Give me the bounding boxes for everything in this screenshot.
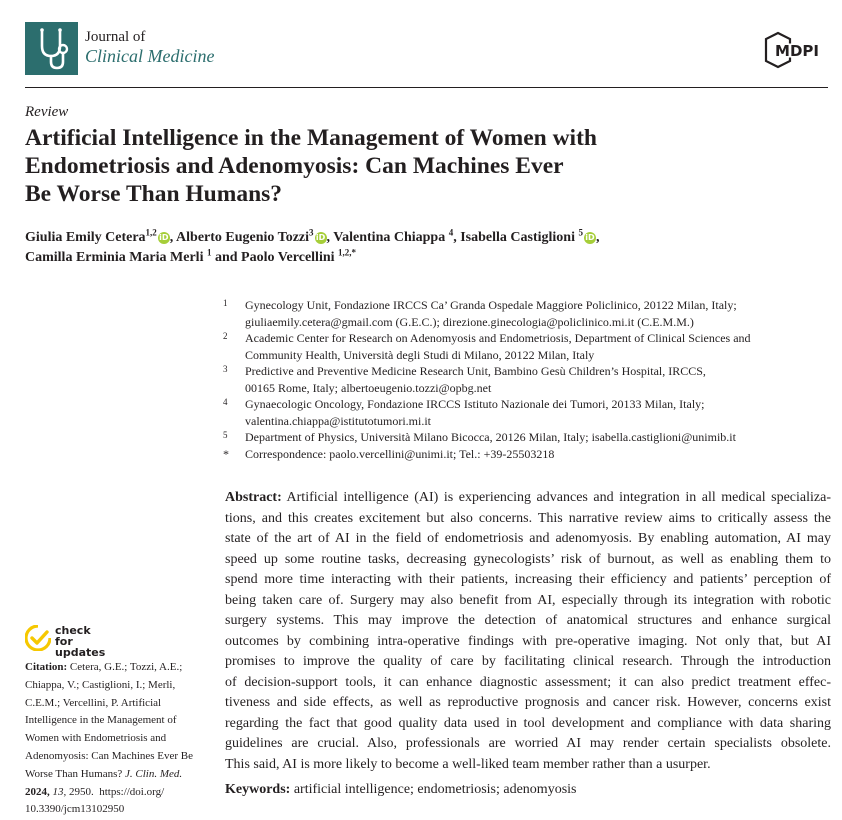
author-separator: , bbox=[326, 230, 334, 245]
affiliation-line: Gynecology Unit, Fondazione IRCCS Ca’ Granda Ospedale Maggiore Policlinico, 20122 Milan, Italy; bbox=[245, 298, 737, 312]
citation-line bbox=[25, 766, 215, 784]
abstract-line: tions, and this creates excitement but also concerns. This narrative review aims to critically assess the bbox=[225, 510, 831, 526]
abstract-line: promises to improve the quality of care by facilitating clinical research. Through the introduction bbox=[225, 654, 831, 669]
author-affiliation-sup: 1 bbox=[206, 247, 212, 258]
citation-line: Intelligence in the Management of bbox=[25, 714, 177, 727]
citation-pages: 2950. bbox=[69, 785, 94, 798]
mdpi-logo[interactable] bbox=[760, 31, 828, 69]
title-line-1: Artificial Intelligence in the Management of Women with bbox=[25, 125, 597, 151]
affiliation-item bbox=[220, 330, 751, 363]
author-name[interactable]: Paolo Vercellini bbox=[241, 250, 335, 265]
affiliation-line[interactable]: valentina.chiappa@istitutotumori.mi.it bbox=[245, 413, 432, 428]
check-for-updates-badge[interactable] bbox=[25, 624, 106, 659]
stethoscope-icon bbox=[25, 22, 78, 75]
correspondence-mark: * bbox=[223, 446, 229, 461]
keywords bbox=[225, 782, 576, 798]
author-affiliation-sup: 3 bbox=[309, 227, 314, 238]
affiliation-item bbox=[220, 363, 751, 396]
keywords-label: Keywords: bbox=[225, 782, 291, 797]
abstract-line: guidelines are crucial. Also, professionals are worried AI may render certain specialists obsolete. bbox=[225, 736, 831, 751]
affiliation-item bbox=[220, 396, 751, 429]
updates-line-1: check for bbox=[55, 624, 91, 648]
affiliation-item bbox=[220, 429, 751, 446]
affiliation-number: 1 bbox=[223, 298, 228, 308]
author-name[interactable]: Alberto Eugenio Tozzi bbox=[176, 230, 310, 245]
citation-year: 2024, bbox=[25, 785, 50, 798]
keywords-text: artificial intelligence; endometriosis; adenomyosis bbox=[293, 782, 577, 797]
affiliation-number: 5 bbox=[223, 430, 228, 440]
abstract-line: outcomes by combining intra-operative findings with pre-operative imaging. Not only that, but AI bbox=[225, 633, 831, 649]
orcid-icon[interactable]: iD bbox=[585, 233, 595, 242]
affiliation-line: Community Health, Università degli Studi di Milano, 20122 Milan, Italy bbox=[245, 347, 595, 362]
citation-journal: J. Clin. Med. bbox=[125, 767, 183, 780]
author-affiliation-sup: 1,2 bbox=[145, 227, 157, 238]
author-separator: , bbox=[595, 230, 600, 245]
article-type: Review bbox=[25, 104, 69, 120]
check-for-updates-icon bbox=[25, 625, 51, 651]
title-line-2: Endometriosis and Adenomyosis: Can Machines Ever bbox=[25, 153, 564, 179]
abstract-line bbox=[225, 488, 831, 509]
updates-line-2: updates bbox=[55, 646, 106, 659]
article-title bbox=[25, 124, 805, 208]
abstract-line: being taken care of. Surgery may also benefit from AI, especially through its integration with robotic bbox=[225, 592, 831, 608]
citation-text: Cetera, G.E.; Tozzi, A.E.; bbox=[69, 661, 183, 673]
journal-logo bbox=[25, 22, 78, 75]
author-line-1 bbox=[25, 228, 599, 248]
abstract bbox=[225, 488, 831, 775]
abstract-line: state of the art of AI in the field of endometriosis and adenomyosis. By enabling automation, AI may bbox=[225, 531, 831, 546]
author-name[interactable]: Valentina Chiappa bbox=[333, 230, 446, 245]
orcid-icon[interactable]: iD bbox=[315, 233, 326, 242]
correspondence-item bbox=[220, 446, 751, 463]
author-name[interactable]: Giulia Emily Cetera bbox=[25, 230, 146, 245]
citation-line: Women with Endometriosis and bbox=[25, 732, 167, 745]
mdpi-wordmark: MDPI bbox=[775, 42, 819, 60]
orcid-icon[interactable]: iD bbox=[159, 233, 169, 242]
author-line-2 bbox=[25, 248, 599, 268]
citation-volume: 13, bbox=[52, 785, 67, 798]
author-list bbox=[25, 228, 599, 268]
author-name[interactable]: Isabella Castiglioni bbox=[460, 230, 575, 245]
affiliation-line: Predictive and Preventive Medicine Research Unit, Bambino Gesù Children’s Hospital, IRCCS, bbox=[245, 364, 706, 378]
abstract-label: Abstract: bbox=[225, 490, 282, 505]
citation-doi[interactable]: 10.3390/jcm13102950 bbox=[25, 803, 125, 816]
author-affiliation-sup: 4 bbox=[448, 227, 454, 238]
affiliation-line: Academic Center for Research on Adenomyosis and Endometriosis, Department of Clinical Sciences and bbox=[245, 331, 751, 345]
author-affiliation-sup: 5 bbox=[578, 227, 583, 238]
title-line-3: Be Worse Than Humans? bbox=[25, 181, 283, 207]
affiliation-line[interactable]: giuliaemily.cetera@gmail.com (G.E.C.); direzione.ginecologia@policlinico.mi.it (C.E.M.M.) bbox=[245, 314, 694, 329]
affiliations bbox=[220, 297, 751, 462]
abstract-line: regarding the fact that good quality data used in tool development and compliance with data sharing bbox=[225, 715, 831, 731]
affiliation-line[interactable]: Department of Physics, Università Milano Bicocca, 20126 Milan, Italy; isabella.castiglioni@unimib.it bbox=[245, 430, 736, 444]
author-separator: and bbox=[211, 250, 242, 265]
check-for-updates-label bbox=[55, 625, 105, 658]
header-divider bbox=[25, 87, 828, 88]
affiliation-number: 2 bbox=[223, 331, 228, 341]
affiliation-item bbox=[220, 297, 751, 330]
citation-line: Adenomyosis: Can Machines Ever Be bbox=[25, 749, 194, 762]
abstract-text: Artificial intelligence (AI) is experiencing advances and integration in all medical specializa- bbox=[286, 490, 831, 505]
author-affiliation-sup: 1,2,* bbox=[338, 247, 357, 258]
journal-name: Clinical Medicine bbox=[85, 46, 215, 66]
citation-line bbox=[25, 784, 215, 802]
affiliation-line: Gynaecologic Oncology, Fondazione IRCCS Istituto Nazionale dei Tumori, 20133 Milan, Italy; bbox=[245, 397, 705, 411]
author-separator: , bbox=[453, 230, 461, 245]
abstract-line: spend more time interacting with their patients, increasing their efficiency and patients’ perception of bbox=[225, 572, 831, 587]
author-separator: , bbox=[169, 230, 177, 245]
affiliation-number: 4 bbox=[223, 397, 228, 407]
citation-line: Chiappa, V.; Castiglioni, I.; Merli, bbox=[25, 678, 176, 691]
citation-label: Citation: bbox=[25, 661, 68, 673]
correspondence-line[interactable]: Correspondence: paolo.vercellini@unimi.it; Tel.: +39-25503218 bbox=[245, 446, 555, 461]
abstract-line: surgery systems. This may improve the detection of anatomical structures and enhance surgical bbox=[225, 613, 831, 628]
citation-block bbox=[25, 659, 215, 819]
citation-text: Worse Than Humans? bbox=[25, 767, 123, 780]
affiliation-line[interactable]: 00165 Rome, Italy; albertoeugenio.tozzi@opbg.net bbox=[245, 380, 492, 395]
abstract-line: This said, AI is more likely to become a well-liked team member rather than a usurper. bbox=[225, 756, 711, 772]
author-name[interactable]: Camilla Erminia Maria Merli bbox=[25, 250, 204, 265]
abstract-line: tiveness and side effects, as well as reproductive prognosis and cancer risk. However, concerns exist bbox=[225, 695, 831, 710]
abstract-line: speed up some routine tasks, decreasing gynecologists’ risk of burnout, as well as enabling them to bbox=[225, 551, 831, 567]
citation-line bbox=[25, 659, 215, 677]
affiliation-number: 3 bbox=[223, 364, 228, 374]
journal-name-prefix: Journal of bbox=[85, 29, 146, 45]
citation-doi-prefix[interactable]: https://doi.org/ bbox=[99, 785, 165, 798]
abstract-line: of decision-support tools, it can enhance diagnostic assessment; it can also predict treatment effec- bbox=[225, 674, 831, 690]
citation-line: C.E.M.; Vercellini, P. Artificial bbox=[25, 696, 162, 709]
